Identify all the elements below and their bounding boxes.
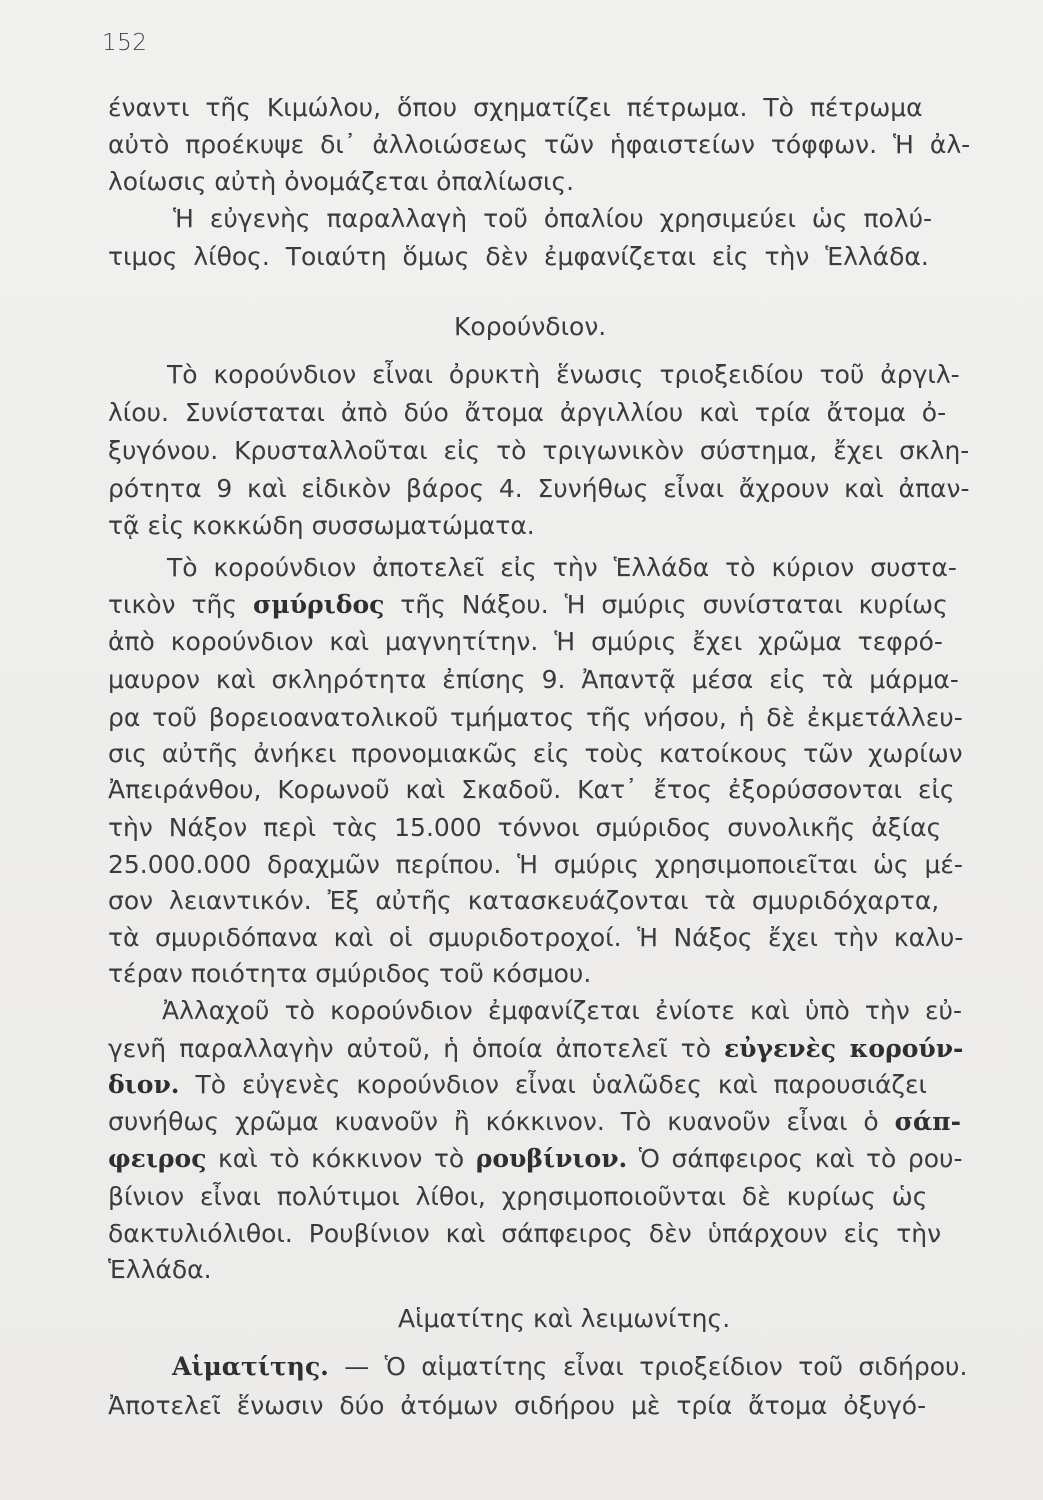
text-run: σις αὐτῆς ἀνήκει προνομιακῶς εἰς τοὺς κατοίκους τῶν χωρίων [108, 739, 963, 768]
bold-term: εὐγενὲς κορούν- [723, 1034, 964, 1063]
text-run: Ἀπειράνθου, Κορωνοῦ καὶ Σκαδοῦ. Κατ᾽ ἔτος ἐξορύσσονται εἰς [108, 775, 955, 804]
bold-term: ρουβίνιον. [475, 1144, 628, 1173]
text-run: ρότητα 9 καὶ εἰδικὸν βάρος 4. Συνήθως εἶναι ἄχρουν καὶ ἀπαν- [108, 474, 970, 503]
text-run: τᾷ εἰς κοκκώδη συσσωματώματα. [108, 511, 535, 540]
text-line [108, 397, 946, 429]
text-run: τὰ σμυριδόπανα καὶ οἱ σμυριδοτροχοί. Ἡ Νάξος ἔχει τὴν καλυ- [108, 923, 964, 952]
text-run: σον λειαντικόν. Ἐξ αὐτῆς κατασκευάζονται τὰ σμυριδόχαρτα, [108, 886, 940, 915]
text-run: τιμος λίθος. Τοιαύτη ὅμως δὲν ἐμφανίζεται εἰς τὴν Ἑλλάδα. [108, 242, 929, 271]
text-run: Κορούνδιον. [454, 312, 607, 341]
text-run: Ἀποτελεῖ ἕνωσιν δύο ἀτόμων σιδήρου μὲ τρία ἄτομα ὀξυγό- [108, 1391, 927, 1420]
text-run: αὐτὸ προέκυψε δι᾽ ἀλλοιώσεως τῶν ἡφαιστείων τόφφων. Ἡ ἀλ- [108, 130, 971, 159]
page-number: 152 [102, 30, 148, 56]
text-run: ξυγόνου. Κρυσταλλοῦται εἰς τὸ τριγωνικὸν σύστημα, ἔχει σκλη- [108, 436, 970, 465]
text-line [108, 510, 535, 542]
text-line [108, 626, 943, 658]
text-run: 25.000.000 δραχμῶν περίπου. Ἡ σμύρις χρησιμοποιεῖται ὡς μέ- [108, 850, 963, 879]
text-line [108, 241, 929, 273]
text-run: γενῆ παραλλαγὴν αὐτοῦ, ἡ ὁποία ἀποτελεῖ τὸ [108, 1034, 724, 1063]
text-line [108, 1033, 963, 1065]
text-run: τικὸν τῆς [108, 590, 253, 619]
text-run: Ἑλλάδα. [108, 1255, 212, 1284]
text-run: τέραν ποιότητα σμύριδος τοῦ κόσμου. [108, 959, 592, 988]
text-line [108, 92, 923, 124]
text-run: Ἡ εὐγενὴς παραλλαγὴ τοῦ ὀπαλίου χρησιμεύει ὡς πολύ- [173, 204, 933, 233]
text-run: — Ὁ αἱματίτης εἶναι τριοξείδιον τοῦ σιδήρου. [328, 1352, 968, 1381]
text-line [108, 1181, 927, 1213]
text-line [108, 473, 970, 505]
text-run: έναντι τῆς Κιμώλου, ὅπου σχηματίζει πέτρωμα. Τὸ πέτρωμα [108, 93, 923, 122]
text-line [108, 129, 970, 161]
bold-term: φειρος [108, 1144, 207, 1173]
bold-term: σμύριδος [252, 590, 385, 619]
text-line [108, 664, 959, 696]
text-line [108, 738, 963, 770]
text-line [108, 1254, 212, 1286]
text-run: τὴν Νάξον περὶ τὰς 15.000 τόννοι σμύριδος συνολικῆς ἀξίας [108, 813, 942, 842]
text-run: Τὸ εὐγενὲς κορούνδιον εἶναι ὑαλῶδες καὶ παρουσιάζει [179, 1070, 927, 1099]
bold-term: διον. [108, 1070, 180, 1099]
section-heading [454, 311, 606, 343]
text-run: Ὁ σάπφειρος καὶ τὸ ρου- [627, 1144, 963, 1173]
text-line [162, 995, 962, 1027]
text-run: τῆς Νάξου. Ἡ σμύρις συνίσταται κυρίως [384, 590, 948, 619]
text-line [108, 1218, 941, 1250]
text-run: καὶ τὸ κόκκινον τὸ [206, 1144, 476, 1173]
text-line [108, 774, 955, 806]
text-run: Τὸ κορούνδιον εἶναι ὀρυκτὴ ἕνωσις τριοξειδίου τοῦ ἀργιλ- [167, 360, 960, 389]
text-line [108, 885, 939, 917]
text-line [108, 849, 963, 881]
text-run: Αἱματίτης καὶ λειμωνίτης. [398, 1304, 731, 1333]
text-run: ρα τοῦ βορειοανατολικοῦ τμήματος τῆς νήσου, ἡ δὲ ἐκμετάλλευ- [108, 703, 963, 732]
bold-term: Αἱματίτης. [172, 1352, 329, 1381]
text-run: μαυρον καὶ σκληρότητα ἐπίσης 9. Ἀπαντᾷ μέσα εἰς τὰ μάρμα- [108, 665, 959, 694]
text-run: βίνιον εἶναι πολύτιμοι λίθοι, χρησιμοποιοῦνται δὲ κυρίως ὡς [108, 1182, 928, 1211]
text-run: δακτυλιόλιθοι. Ρουβίνιον καὶ σάπφειρος δὲν ὑπάρχουν εἰς τὴν [108, 1219, 942, 1248]
text-line [108, 1106, 961, 1138]
text-run: ἀπὸ κορούνδιον καὶ μαγνητίτην. Ἡ σμύρις ἔχει χρῶμα τεφρό- [108, 627, 943, 656]
text-line [108, 1143, 963, 1175]
text-run: λίου. Συνίσταται ἀπὸ δύο ἄτομα ἀργιλλίου καὶ τρία ἄτομα ὀ- [108, 398, 947, 427]
text-line [167, 552, 957, 584]
text-run: λοίωσις αὐτὴ ὀνομάζεται ὀπαλίωσις. [108, 167, 575, 196]
text-line [173, 203, 932, 235]
text-line [108, 958, 591, 990]
text-line [108, 812, 941, 844]
text-run: Τὸ κορούνδιον ἀποτελεῖ εἰς τὴν Ἑλλάδα τὸ κύριον συστα- [167, 553, 957, 582]
text-line [108, 1069, 927, 1101]
text-line [108, 166, 574, 198]
text-line [108, 702, 963, 734]
text-run: Ἀλλαχοῦ τὸ κορούνδιον ἐμφανίζεται ἐνίοτε καὶ ὑπὸ τὴν εὐ- [162, 996, 962, 1025]
text-line [108, 1390, 926, 1422]
text-line [167, 359, 960, 391]
text-line [108, 589, 948, 621]
text-line [108, 922, 963, 954]
text-run: συνήθως χρῶμα κυανοῦν ἢ κόκκινον. Τὸ κυανοῦν εἶναι ὁ [108, 1107, 895, 1136]
text-line [108, 435, 969, 467]
section-heading [398, 1303, 730, 1335]
text-line [172, 1351, 967, 1383]
bold-term: σάπ- [894, 1107, 961, 1136]
